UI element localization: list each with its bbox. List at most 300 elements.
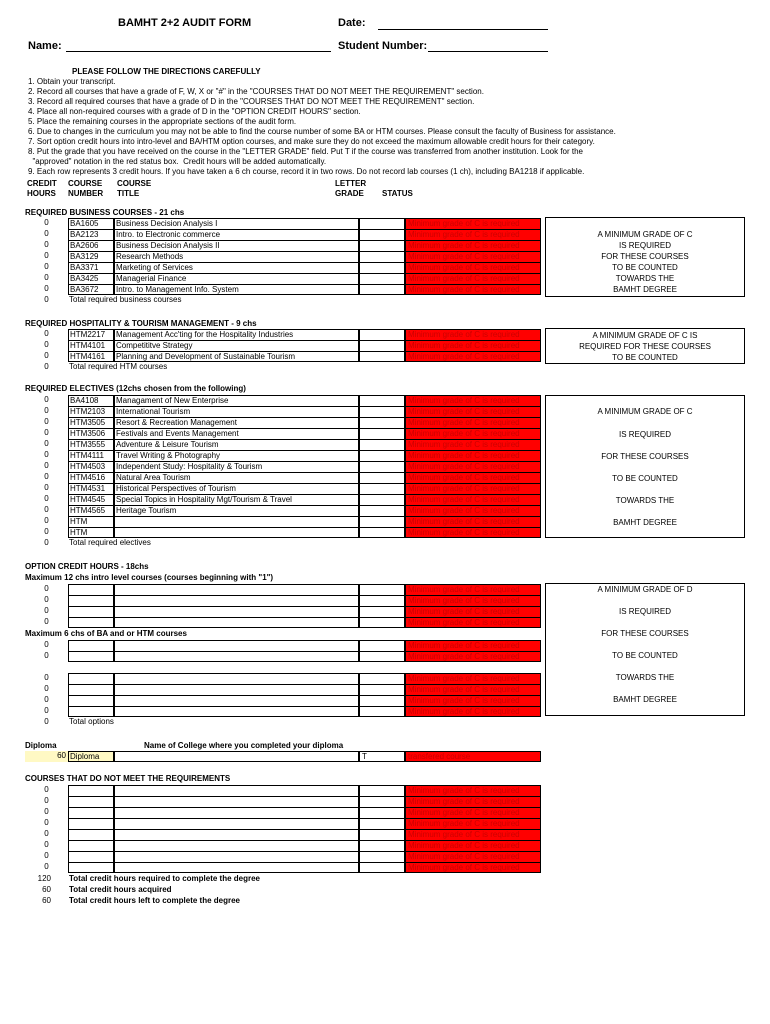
status-cell: Minimum grade of C is required <box>405 684 541 695</box>
requirement-note <box>545 217 745 297</box>
status-cell: Minimum grade of C is required <box>405 417 541 428</box>
course-title-cell[interactable]: Management Acc'ting for the Hospitality Industries <box>114 329 359 340</box>
total-label: Total required business courses <box>69 295 182 304</box>
direction-line: 3. Record all required courses that have a grade of D in the "COURSES THAT DO NOT MEET THE REQUIREMENT" section. <box>28 97 475 106</box>
col-course: COURSE <box>117 179 152 188</box>
direction-line: 4. Place all non-required courses with a grade of D in the "OPTION CREDIT HOURS" section. <box>28 107 361 116</box>
course-title-cell[interactable] <box>114 695 359 706</box>
course-title-cell[interactable]: Heritage Tourism <box>114 505 359 516</box>
credit-hours: 0 <box>44 695 49 704</box>
course-number-cell[interactable]: HTM2217 <box>68 329 114 340</box>
course-number-cell[interactable]: HTM3555 <box>68 439 114 450</box>
name-label: Name: <box>28 40 62 52</box>
credit-hours: 0 <box>44 796 49 805</box>
course-title-cell[interactable]: Competititve Strategy <box>114 340 359 351</box>
credit-hours: 0 <box>44 595 49 604</box>
credit-hours: 0 <box>44 251 49 260</box>
course-row <box>25 494 541 505</box>
course-title-cell[interactable]: Historical Perspectives of Tourism <box>114 483 359 494</box>
letter-grade-cell[interactable] <box>359 829 405 840</box>
course-row <box>25 818 541 829</box>
requirement-note-line: REQUIRED FOR THESE COURSES <box>579 342 711 351</box>
course-row <box>25 340 541 351</box>
diploma-label: Diploma <box>25 741 57 750</box>
course-row <box>25 617 541 628</box>
course-row <box>25 472 541 483</box>
credit-hours: 60 <box>25 751 68 762</box>
total-label: Total required electives <box>69 538 151 547</box>
direction-line: 7. Sort option credit hours into intro-level and BA/HTM option courses, and make sure they do not exceed the maximum allowable credit hours for their category. <box>28 137 595 146</box>
course-row <box>25 851 541 862</box>
requirement-note-line: BAMHT DEGREE <box>613 285 677 294</box>
credit-hours: 0 <box>44 240 49 249</box>
course-row <box>25 527 541 538</box>
course-number-cell[interactable]: HTM4545 <box>68 494 114 505</box>
course-title-cell[interactable] <box>114 584 359 595</box>
option-ba-htm-subheading: Maximum 6 chs of BA and or HTM courses <box>25 629 187 638</box>
credit-hours: 0 <box>44 262 49 271</box>
letter-grade-cell[interactable] <box>359 706 405 717</box>
total-acquired-label: Total credit hours acquired <box>69 885 172 894</box>
credit-hours: 0 <box>44 428 49 437</box>
course-number-cell[interactable]: HTM4111 <box>68 450 114 461</box>
course-row <box>25 651 541 662</box>
letter-grade-cell[interactable] <box>359 461 405 472</box>
course-title-cell[interactable]: Natural Area Tourism <box>114 472 359 483</box>
course-number-cell[interactable]: BA3425 <box>68 273 114 284</box>
credit-hours: 0 <box>44 450 49 459</box>
letter-grade-cell[interactable] <box>359 840 405 851</box>
course-number-cell[interactable]: BA1605 <box>68 218 114 229</box>
letter-grade-cell[interactable] <box>359 851 405 862</box>
course-number-cell[interactable] <box>68 684 114 695</box>
status-cell: Minimum grade of C is required <box>405 640 541 651</box>
course-row <box>25 262 541 273</box>
requirement-note-line: TO BE COUNTED <box>612 651 678 660</box>
status-cell: Minimum grade of C is required <box>405 428 541 439</box>
course-row <box>25 439 541 450</box>
status-cell: Minimum grade of C is required <box>405 829 541 840</box>
course-title-cell[interactable] <box>114 862 359 873</box>
total-required-value: 120 <box>37 874 51 883</box>
course-number-cell[interactable]: BA3129 <box>68 251 114 262</box>
letter-grade-cell[interactable] <box>359 695 405 706</box>
requirement-note-line: IS REQUIRED <box>618 607 671 616</box>
letter-grade-cell[interactable] <box>359 785 405 796</box>
credit-hours: 0 <box>44 651 49 660</box>
status-cell: Minimum grade of C is required <box>405 284 541 295</box>
status-cell: Minimum grade of C is required <box>405 516 541 527</box>
course-row <box>25 840 541 851</box>
section-option-credit: OPTION CREDIT HOURS - 18chs <box>25 562 149 571</box>
credit-hours: 0 <box>44 640 49 649</box>
course-title-cell[interactable] <box>114 807 359 818</box>
course-title-cell[interactable]: Marketing of Services <box>114 262 359 273</box>
status-cell: Minimum grade of C is required <box>405 494 541 505</box>
direction-line: 6. Due to changes in the curriculum you may not be able to find the course number of some BA or HTM courses. Please consult the faculty of Business for assistance. <box>28 127 616 136</box>
credit-hours: 0 <box>44 829 49 838</box>
course-number-cell[interactable] <box>68 640 114 651</box>
status-cell: Minimum grade of C is required <box>405 229 541 240</box>
letter-grade-cell[interactable] <box>359 439 405 450</box>
letter-grade-cell[interactable] <box>359 673 405 684</box>
status-cell: Minimum grade of C is required <box>405 406 541 417</box>
status-cell: Minimum grade of C is required <box>405 651 541 662</box>
course-row <box>25 505 541 516</box>
course-row <box>25 351 541 362</box>
requirement-note-line: FOR THESE COURSES <box>601 452 689 461</box>
credit-hours: 0 <box>44 406 49 415</box>
status-cell: Minimum grade of C is required <box>405 584 541 595</box>
course-number-cell[interactable]: BA2123 <box>68 229 114 240</box>
course-number-cell[interactable] <box>68 796 114 807</box>
letter-grade-cell[interactable] <box>359 584 405 595</box>
letter-grade-cell[interactable] <box>359 395 405 406</box>
course-title-cell[interactable] <box>114 606 359 617</box>
course-number-cell[interactable]: HTM4161 <box>68 351 114 362</box>
letter-grade-cell[interactable] <box>359 595 405 606</box>
course-title-cell[interactable]: Research Methods <box>114 251 359 262</box>
course-row <box>25 461 541 472</box>
status-cell: Minimum grade of C is required <box>405 251 541 262</box>
letter-grade-cell[interactable] <box>359 796 405 807</box>
course-title-cell[interactable]: Managerial Finance <box>114 273 359 284</box>
course-title-cell[interactable]: Festivals and Events Management <box>114 428 359 439</box>
letter-grade-cell[interactable] <box>359 617 405 628</box>
course-title-cell[interactable] <box>114 651 359 662</box>
total-label: Total options <box>69 717 114 726</box>
course-title-cell[interactable]: Business Decision Analysis I <box>114 218 359 229</box>
course-row <box>25 862 541 873</box>
form-title: BAMHT 2+2 AUDIT FORM <box>118 17 252 29</box>
course-number-cell[interactable]: HTM4101 <box>68 340 114 351</box>
credit-hours: 0 <box>44 617 49 626</box>
status-cell: Minimum grade of C is required <box>405 527 541 538</box>
requirement-note-line: A MINIMUM GRADE OF D <box>597 585 693 594</box>
status-cell: Minimum grade of C is required <box>405 461 541 472</box>
course-number-cell[interactable] <box>68 840 114 851</box>
course-number-cell[interactable] <box>68 673 114 684</box>
credit-hours: 0 <box>44 807 49 816</box>
requirement-note-line: TOWARDS THE <box>615 673 675 682</box>
course-number-cell[interactable] <box>68 695 114 706</box>
letter-grade-cell[interactable] <box>359 505 405 516</box>
course-title-cell[interactable] <box>114 785 359 796</box>
course-title-cell[interactable] <box>114 684 359 695</box>
status-cell: Minimum grade of C is required <box>405 340 541 351</box>
credit-hours: 0 <box>44 439 49 448</box>
total-left-label: Total credit hours left to complete the degree <box>69 896 240 905</box>
section-not-meet: COURSES THAT DO NOT MEET THE REQUIREMENTS <box>25 774 231 783</box>
requirement-note-line: A MINIMUM GRADE OF C <box>597 230 693 239</box>
requirement-note-line: TO BE COUNTED <box>612 353 678 362</box>
course-number-cell[interactable]: HTM3506 <box>68 428 114 439</box>
course-title-cell[interactable] <box>114 673 359 684</box>
course-number-cell[interactable]: HTM4516 <box>68 472 114 483</box>
course-row <box>25 450 541 461</box>
letter-grade-cell[interactable] <box>359 494 405 505</box>
credit-hours: 0 <box>44 351 49 360</box>
status-cell: Minimum grade of C is required <box>405 617 541 628</box>
letter-grade-cell[interactable] <box>359 218 405 229</box>
letter-grade-cell[interactable] <box>359 640 405 651</box>
option-intro-subheading: Maximum 12 chs intro level courses (courses beginning with "1") <box>25 573 274 582</box>
credit-hours: 0 <box>44 329 49 338</box>
credit-hours: 0 <box>44 417 49 426</box>
status-cell: Minimum grade of C is required <box>405 329 541 340</box>
course-number-cell[interactable]: BA3371 <box>68 262 114 273</box>
direction-line: 1. Obtain your transcript. <box>28 77 116 86</box>
course-number-cell[interactable] <box>68 862 114 873</box>
status-cell: Minimum grade of C is required <box>405 595 541 606</box>
course-row <box>25 695 541 706</box>
course-number-cell[interactable]: BA4108 <box>68 395 114 406</box>
status-cell: Minimum grade of C is required <box>405 262 541 273</box>
letter-grade-cell[interactable] <box>359 240 405 251</box>
total-row <box>25 362 541 373</box>
course-row <box>25 406 541 417</box>
course-title-cell[interactable]: Adventure & Leisure Tourism <box>114 439 359 450</box>
course-title-cell[interactable]: Managament of New Enterprise <box>114 395 359 406</box>
letter-grade-cell[interactable] <box>359 406 405 417</box>
credit-hours: 0 <box>44 461 49 470</box>
section-required-htm: REQUIRED HOSPITALITY & TOURISM MANAGEMENT - 9 chs <box>25 319 257 328</box>
status-cell: Minimum grade of C is required <box>405 706 541 717</box>
total-row <box>25 538 541 549</box>
credit-hours: 0 <box>44 273 49 282</box>
letter-grade-cell[interactable] <box>359 527 405 538</box>
status-cell: Minimum grade of C is required <box>405 439 541 450</box>
direction-line: 8. Put the grade that you have received on the course in the "LETTER GRADE" field. Put T if the course was transferred from another institution. Look for the <box>28 147 584 156</box>
course-number-cell[interactable] <box>68 606 114 617</box>
course-title-cell[interactable] <box>114 851 359 862</box>
requirement-note-line: TOWARDS THE <box>615 496 675 505</box>
status-cell: Minimum grade of C is required <box>405 851 541 862</box>
credit-hours: 0 <box>44 818 49 827</box>
course-row <box>25 673 541 684</box>
credit-hours: 0 <box>44 472 49 481</box>
course-row <box>25 640 541 651</box>
course-title-cell[interactable] <box>114 796 359 807</box>
requirement-note-line: TOWARDS THE <box>615 274 675 283</box>
letter-grade-cell[interactable] <box>359 606 405 617</box>
course-row <box>25 785 541 796</box>
letter-grade-cell[interactable] <box>359 483 405 494</box>
course-number-cell[interactable]: BA3672 <box>68 284 114 295</box>
letter-grade-cell[interactable] <box>359 417 405 428</box>
directions <box>28 67 748 177</box>
course-row <box>25 395 541 406</box>
col-course: COURSE <box>68 179 103 188</box>
credit-hours: 0 <box>44 527 49 536</box>
course-row <box>25 417 541 428</box>
requirement-note-line: FOR THESE COURSES <box>601 252 689 261</box>
course-number-cell[interactable] <box>68 584 114 595</box>
course-row <box>25 684 541 695</box>
date-field[interactable] <box>378 29 548 30</box>
course-title-cell[interactable]: Intro. to Management Info. System <box>114 284 359 295</box>
credit-hours: 0 <box>44 851 49 860</box>
letter-grade-cell[interactable] <box>359 472 405 483</box>
letter-grade-cell[interactable] <box>359 862 405 873</box>
course-title-cell[interactable]: Travel Writing & Photography <box>114 450 359 461</box>
course-number-cell[interactable]: HTM2103 <box>68 406 114 417</box>
total-hours: 0 <box>44 295 49 304</box>
status-cell: Minimum grade of C is required <box>405 796 541 807</box>
course-title-cell[interactable] <box>114 640 359 651</box>
credit-hours: 0 <box>44 395 49 404</box>
col-title: TITLE <box>117 189 140 198</box>
requirement-note-line: TO BE COUNTED <box>612 474 678 483</box>
course-title-cell[interactable]: Independent Study: Hospitality & Tourism <box>114 461 359 472</box>
course-title-cell[interactable] <box>114 617 359 628</box>
credit-hours: 0 <box>44 340 49 349</box>
course-row <box>25 584 541 595</box>
credit-hours: 0 <box>44 218 49 227</box>
total-left-value: 60 <box>42 896 51 905</box>
requirement-note-line: BAMHT DEGREE <box>613 518 677 527</box>
total-acquired-value: 60 <box>42 885 51 894</box>
course-title-cell[interactable]: Resort & Recreation Management <box>114 417 359 428</box>
letter-grade-cell[interactable] <box>359 229 405 240</box>
student-number-label: Student Number: <box>338 40 428 52</box>
course-number-cell[interactable] <box>68 595 114 606</box>
letter-grade-cell[interactable] <box>359 351 405 362</box>
course-row <box>25 751 541 762</box>
course-number-cell[interactable]: HTM4531 <box>68 483 114 494</box>
course-row <box>25 284 541 295</box>
requirement-note <box>545 583 745 716</box>
status-cell: Minimum grade of C is required <box>405 862 541 873</box>
course-number-cell[interactable]: BA2606 <box>68 240 114 251</box>
letter-grade-cell[interactable] <box>359 684 405 695</box>
course-title-cell[interactable]: Intro. to Electronic commerce <box>114 229 359 240</box>
course-row <box>25 829 541 840</box>
requirement-note-line: FOR THESE COURSES <box>601 629 689 638</box>
total-hours: 0 <box>44 362 49 371</box>
letter-grade-cell[interactable] <box>359 340 405 351</box>
course-number-cell[interactable]: HTM <box>68 516 114 527</box>
course-row <box>25 329 541 340</box>
direction-line: 5. Place the remaining courses in the appropriate sections of the audit form. <box>28 117 297 126</box>
course-row <box>25 218 541 229</box>
course-title-cell[interactable]: Planning and Development of Sustainable Tourism <box>114 351 359 362</box>
course-title-cell[interactable] <box>114 840 359 851</box>
name-field[interactable] <box>66 51 331 52</box>
letter-grade-cell[interactable] <box>359 516 405 527</box>
letter-grade-cell[interactable] <box>359 251 405 262</box>
status-cell: Minimum grade of C is required <box>405 695 541 706</box>
course-number-cell[interactable] <box>68 829 114 840</box>
letter-grade-cell[interactable] <box>359 273 405 284</box>
direction-line: 2. Record all courses that have a grade of F, W, X or "#" in the "COURSES THAT DO NOT MEET THE REQUIREMENT" section. <box>28 87 484 96</box>
requirement-note-line: IS REQUIRED <box>618 241 671 250</box>
credit-hours: 0 <box>44 706 49 715</box>
direction-line: 9. Each row represents 3 credit hours. If you have taken a 6 ch course, record it in two rows. Do not record lab courses (1 ch), including BA1218 if applicable. <box>28 167 585 176</box>
student-number-field[interactable] <box>428 51 548 52</box>
status-cell: Minimum grade of C is required <box>405 450 541 461</box>
status-cell: Minimum grade of C is required <box>405 395 541 406</box>
course-title-cell[interactable]: Special Topics in Hospitality Mgt/Tourism & Travel <box>114 494 359 505</box>
course-number-cell[interactable] <box>68 807 114 818</box>
letter-grade-cell[interactable]: T <box>359 751 405 762</box>
status-cell: Minimum grade of C is required <box>405 673 541 684</box>
course-number-cell[interactable]: HTM <box>68 527 114 538</box>
requirement-note-line: BAMHT DEGREE <box>613 695 677 704</box>
college-label: Name of College where you completed your diploma <box>144 741 344 750</box>
course-number-cell[interactable] <box>68 785 114 796</box>
credit-hours: 0 <box>44 584 49 593</box>
course-title-cell[interactable] <box>114 706 359 717</box>
course-title-cell[interactable]: Business Decision Analysis II <box>114 240 359 251</box>
course-number-cell[interactable] <box>68 851 114 862</box>
credit-hours: 0 <box>44 673 49 682</box>
course-number-cell[interactable]: Diploma <box>68 751 114 762</box>
status-cell: Minimum grade of C is required <box>405 483 541 494</box>
letter-grade-cell[interactable] <box>359 450 405 461</box>
letter-grade-cell[interactable] <box>359 651 405 662</box>
status-cell: Minimum grade of C is required <box>405 807 541 818</box>
course-number-cell[interactable]: HTM4565 <box>68 505 114 516</box>
letter-grade-cell[interactable] <box>359 818 405 829</box>
course-number-cell[interactable]: HTM3505 <box>68 417 114 428</box>
total-hours: 0 <box>44 538 49 547</box>
course-row <box>25 428 541 439</box>
credit-hours: 0 <box>44 505 49 514</box>
course-row <box>25 516 541 527</box>
course-title-cell[interactable] <box>114 527 359 538</box>
course-number-cell[interactable] <box>68 651 114 662</box>
credit-hours: 0 <box>44 483 49 492</box>
requirement-note-line: IS REQUIRED <box>618 430 671 439</box>
status-cell: Minimum grade of C is required <box>405 240 541 251</box>
section-required-business: REQUIRED BUSINESS COURSES - 21 chs <box>25 208 185 217</box>
course-title-cell[interactable] <box>114 516 359 527</box>
course-title-cell[interactable] <box>114 595 359 606</box>
course-number-cell[interactable] <box>68 706 114 717</box>
status-cell: Minimum grade of C is required <box>405 218 541 229</box>
course-row <box>25 606 541 617</box>
credit-hours: 0 <box>44 494 49 503</box>
course-title-cell[interactable] <box>114 829 359 840</box>
letter-grade-cell[interactable] <box>359 428 405 439</box>
course-number-cell[interactable] <box>68 617 114 628</box>
course-row <box>25 229 541 240</box>
course-row <box>25 807 541 818</box>
credit-hours: 0 <box>44 785 49 794</box>
course-title-cell[interactable]: International Tourism <box>114 406 359 417</box>
course-number-cell[interactable]: HTM4503 <box>68 461 114 472</box>
status-cell: Minimum grade of C is required <box>405 505 541 516</box>
course-number-cell[interactable] <box>68 818 114 829</box>
total-hours: 0 <box>44 717 49 726</box>
credit-hours: 0 <box>44 684 49 693</box>
course-title-cell[interactable] <box>114 818 359 829</box>
col-credit: CREDIT <box>27 179 57 188</box>
total-row <box>25 717 541 728</box>
requirement-note-line: A MINIMUM GRADE OF C IS <box>592 331 698 340</box>
course-title-cell[interactable] <box>114 751 359 762</box>
letter-grade-cell[interactable] <box>359 807 405 818</box>
letter-grade-cell[interactable] <box>359 329 405 340</box>
course-row <box>25 240 541 251</box>
date-label: Date: <box>338 17 366 29</box>
status-cell: Minimum grade of C is required <box>405 472 541 483</box>
status-cell: Minimum grade of C is required <box>405 818 541 829</box>
letter-grade-cell[interactable] <box>359 262 405 273</box>
letter-grade-cell[interactable] <box>359 284 405 295</box>
col-status: STATUS <box>382 189 413 198</box>
